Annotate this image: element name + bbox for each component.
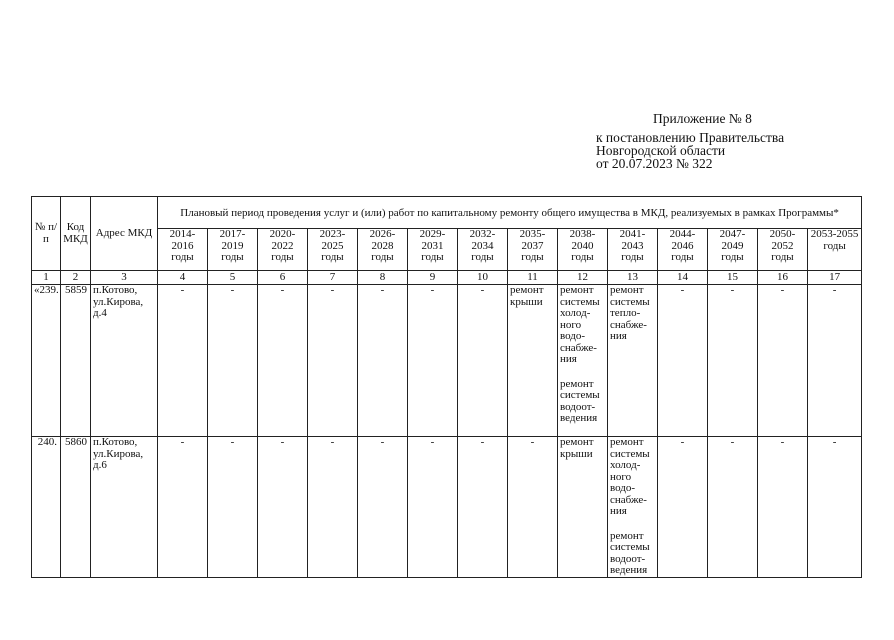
empty-dash: -	[330, 284, 335, 296]
header-row-top	[32, 197, 862, 229]
work-item: ремонт системы водоот-ведения	[610, 529, 650, 576]
period-cell	[258, 437, 308, 578]
empty-dash: -	[230, 284, 235, 296]
period-cell	[558, 437, 608, 578]
empty-dash: -	[380, 284, 385, 296]
row-code: 5859	[61, 285, 91, 437]
column-number: 3	[91, 271, 158, 285]
period-cell	[608, 437, 658, 578]
column-number: 11	[508, 271, 558, 285]
capital-repair-table	[31, 196, 862, 578]
period-cell	[458, 285, 508, 437]
period-cell	[508, 285, 558, 437]
empty-dash: -	[832, 436, 837, 448]
appendix-header	[596, 112, 886, 170]
appendix-line-1: к постановлению Правительства	[596, 130, 785, 145]
period-header: 2020-2022 годы	[258, 229, 308, 271]
row-num: 240.	[32, 437, 61, 578]
column-number: 13	[608, 271, 658, 285]
period-header: 2038-2040 годы	[558, 229, 608, 271]
empty-dash: -	[832, 284, 837, 296]
column-number: 1	[32, 271, 61, 285]
period-cell	[258, 285, 308, 437]
empty-dash: -	[680, 284, 685, 296]
work-item: ремонт системы холод-ного водо-снабже-ния	[560, 284, 600, 365]
period-cell	[708, 285, 758, 437]
empty-dash: -	[330, 436, 335, 448]
period-header: 2041-2043 годы	[608, 229, 658, 271]
period-header: 2026-2028 годы	[358, 229, 408, 271]
header-address: Адрес МКД	[91, 197, 158, 271]
column-number: 6	[258, 271, 308, 285]
empty-dash: -	[730, 284, 735, 296]
column-number: 12	[558, 271, 608, 285]
column-number: 5	[208, 271, 258, 285]
period-cell	[308, 285, 358, 437]
period-cell	[408, 437, 458, 578]
column-number-row	[32, 271, 862, 285]
column-number: 15	[708, 271, 758, 285]
empty-dash: -	[280, 436, 285, 448]
period-cell	[358, 437, 408, 578]
period-cell	[658, 285, 708, 437]
column-number: 8	[358, 271, 408, 285]
work-item: ремонт крыши	[560, 436, 594, 460]
period-header: 2014-2016 годы	[158, 229, 208, 271]
column-number: 4	[158, 271, 208, 285]
period-cell	[208, 437, 258, 578]
empty-dash: -	[180, 284, 185, 296]
period-cell	[508, 437, 558, 578]
period-cell	[558, 285, 608, 437]
period-header: 2053-2055 годы	[808, 229, 862, 271]
period-cell	[458, 437, 508, 578]
column-number: 14	[658, 271, 708, 285]
column-number: 17	[808, 271, 862, 285]
empty-dash: -	[530, 436, 535, 448]
empty-dash: -	[180, 436, 185, 448]
period-header: 2050-2052 годы	[758, 229, 808, 271]
empty-dash: -	[780, 436, 785, 448]
empty-dash: -	[430, 284, 435, 296]
column-number: 2	[61, 271, 91, 285]
period-cell	[658, 437, 708, 578]
period-cell	[158, 437, 208, 578]
empty-dash: -	[480, 436, 485, 448]
column-number: 7	[308, 271, 358, 285]
column-number: 10	[458, 271, 508, 285]
row-code: 5860	[61, 437, 91, 578]
work-item: ремонт системы тепло-снабже-ния	[610, 284, 650, 342]
period-cell	[608, 285, 658, 437]
header-num: № п/п	[32, 197, 61, 271]
period-header: 2017-2019 годы	[208, 229, 258, 271]
column-number: 16	[758, 271, 808, 285]
period-cell	[708, 437, 758, 578]
period-cell	[758, 437, 808, 578]
empty-dash: -	[430, 436, 435, 448]
header-plan: Плановый период проведения услуг и (или) работ по капитальному ремонту общего имущества в МКД, реализуемых в рамках Программы*	[158, 197, 862, 229]
period-cell	[158, 285, 208, 437]
header-code: Код МКД	[61, 197, 91, 271]
empty-dash: -	[280, 284, 285, 296]
column-number: 9	[408, 271, 458, 285]
period-cell	[208, 285, 258, 437]
appendix-title: Приложение № 8	[653, 111, 752, 126]
row-address: п.Котово, ул.Кирова, д.6	[91, 437, 158, 578]
period-header: 2032-2034 годы	[458, 229, 508, 271]
empty-dash: -	[230, 436, 235, 448]
period-header: 2035-2037 годы	[508, 229, 558, 271]
period-cell	[308, 437, 358, 578]
period-header: 2044-2046 годы	[658, 229, 708, 271]
period-header: 2023-2025 годы	[308, 229, 358, 271]
empty-dash: -	[680, 436, 685, 448]
period-header: 2047-2049 годы	[708, 229, 758, 271]
empty-dash: -	[780, 284, 785, 296]
period-cell	[358, 285, 408, 437]
work-item: ремонт системы холод-ного водо-снабже-ния	[610, 436, 650, 517]
table-row	[32, 437, 862, 578]
period-cell	[408, 285, 458, 437]
appendix-line-3: от 20.07.2023 № 322	[596, 156, 713, 171]
empty-dash: -	[380, 436, 385, 448]
table-row	[32, 285, 862, 437]
row-num: «239.	[32, 285, 61, 437]
work-item: ремонт системы водоот-ведения	[560, 377, 600, 424]
empty-dash: -	[730, 436, 735, 448]
work-item: ремонт крыши	[510, 284, 544, 308]
empty-dash: -	[480, 284, 485, 296]
period-cell	[808, 437, 862, 578]
appendix-line-2: Новгородской области	[596, 143, 726, 158]
period-header: 2029-2031 годы	[408, 229, 458, 271]
row-address: п.Котово, ул.Кирова, д.4	[91, 285, 158, 437]
period-cell	[758, 285, 808, 437]
period-cell	[808, 285, 862, 437]
